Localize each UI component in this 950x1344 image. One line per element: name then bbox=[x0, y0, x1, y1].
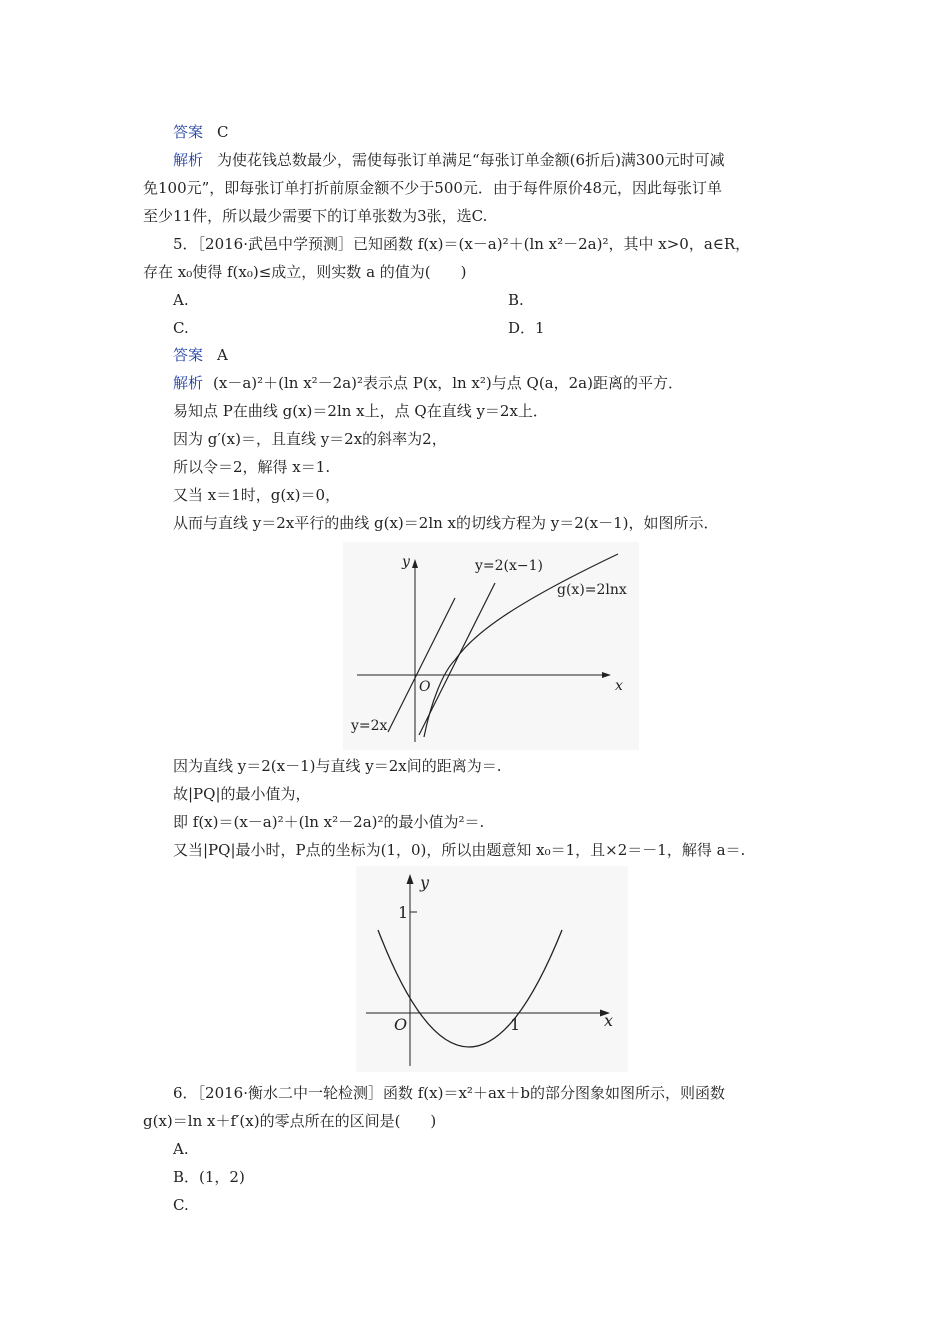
analysis-tag: 解析 bbox=[173, 151, 204, 169]
q5-option-a: A. bbox=[173, 291, 189, 309]
q5-analysis-line-2: 易知点 P在曲线 g(x)＝2ln x上，点 Q在直线 y＝2x上． bbox=[173, 402, 548, 420]
answer-tag: 答案 bbox=[173, 123, 204, 141]
q6-option-a: A. bbox=[173, 1140, 189, 1158]
q4-answer-value: C bbox=[217, 123, 229, 141]
fig1-origin-label: O bbox=[419, 679, 431, 695]
q4-analysis-line-3: 至少11件，所以最少需要下的订单张数为3张，选C. bbox=[143, 207, 488, 225]
q5-answer-value: A bbox=[217, 346, 228, 364]
figure-parabola bbox=[356, 866, 628, 1072]
q5-stem-line-1: 5．［2016·武邑中学预测］已知函数 f(x)＝(x－a)²＋(ln x²－2a)²，其中 x>0，a∈R， bbox=[173, 235, 751, 253]
q5-answer-line bbox=[173, 345, 228, 365]
figure-background bbox=[356, 866, 628, 1072]
fig1-x-label: x bbox=[615, 678, 623, 694]
q4-answer-line bbox=[173, 122, 229, 142]
analysis-tag: 解析 bbox=[173, 374, 204, 392]
q6-stem-line-2: g(x)＝ln x＋f′(x)的零点所在的区间是( ) bbox=[143, 1112, 437, 1130]
q5-option-c: C. bbox=[173, 319, 189, 337]
q5-option-b: B. bbox=[508, 291, 524, 309]
fig2-y-tick-label: 1 bbox=[398, 903, 409, 922]
q5-analysis-line-6: 从而与直线 y＝2x平行的曲线 g(x)＝2ln x的切线方程为 y＝2(x－1)，如图所示． bbox=[173, 514, 719, 532]
q5-analysis-line-8: 故|PQ|的最小值为， bbox=[173, 785, 311, 803]
fig1-y-label: y bbox=[402, 554, 410, 570]
line-label: y=2x bbox=[351, 718, 388, 734]
figure-tangent-svg bbox=[343, 542, 639, 750]
q6-option-b: B．(1，2) bbox=[173, 1168, 245, 1186]
q4-analysis-line-2: 免100元”，即每张订单打折前原金额不少于500元．由于每件原价48元，因此每张订单 bbox=[143, 179, 723, 197]
q6-stem-line-1: 6．［2016·衡水二中一轮检测］函数 f(x)＝x²＋ax＋b的部分图象如图所示，则函数 bbox=[173, 1084, 725, 1102]
answer-tag: 答案 bbox=[173, 346, 204, 364]
fig2-x-label: x bbox=[604, 1011, 614, 1030]
q5-analysis-text-1: (x－a)²＋(ln x²－2a)²表示点 P(x，ln x²)与点 Q(a，2a)距离的平方． bbox=[213, 374, 683, 392]
tangent-label: y=2(x−1) bbox=[475, 558, 544, 574]
fig2-origin-label: O bbox=[394, 1015, 408, 1034]
figure-tangent-lines bbox=[343, 542, 639, 750]
q5-analysis-line-3: 因为 g′(x)＝，且直线 y＝2x的斜率为2， bbox=[173, 430, 447, 448]
q5-analysis-line-4: 所以令＝2，解得 x＝1. bbox=[173, 458, 331, 476]
q4-analysis-text-1: 为使花钱总数最少，需使每张订单满足“每张订单金额(6折后)满300元时可减 bbox=[217, 151, 725, 169]
curve-label: g(x)=2lnx bbox=[557, 582, 627, 598]
fig2-y-label: y bbox=[420, 873, 430, 892]
q5-analysis-line-7: 因为直线 y＝2(x－1)与直线 y＝2x间的距离为＝. bbox=[173, 757, 502, 775]
figure-parabola-svg bbox=[356, 866, 628, 1072]
q5-analysis-line-10: 又当|PQ|最小时，P点的坐标为(1，0)，所以由题意知 x₀＝1，且×2＝－1，解得 a＝. bbox=[173, 841, 746, 859]
fig2-x-tick-label: 1 bbox=[510, 1015, 521, 1034]
q5-stem-line-2: 存在 x₀使得 f(x₀)≤成立，则实数 a 的值为( ) bbox=[143, 263, 467, 281]
q5-analysis-line-1 bbox=[173, 373, 683, 393]
q5-option-d: D．1 bbox=[508, 319, 545, 337]
q5-analysis-line-5: 又当 x＝1时，g(x)＝0， bbox=[173, 486, 341, 504]
q6-option-c: C. bbox=[173, 1196, 189, 1214]
q4-analysis-line-1 bbox=[173, 150, 725, 170]
q5-analysis-line-9: 即 f(x)＝(x－a)²＋(ln x²－2a)²的最小值为²＝. bbox=[173, 813, 485, 831]
